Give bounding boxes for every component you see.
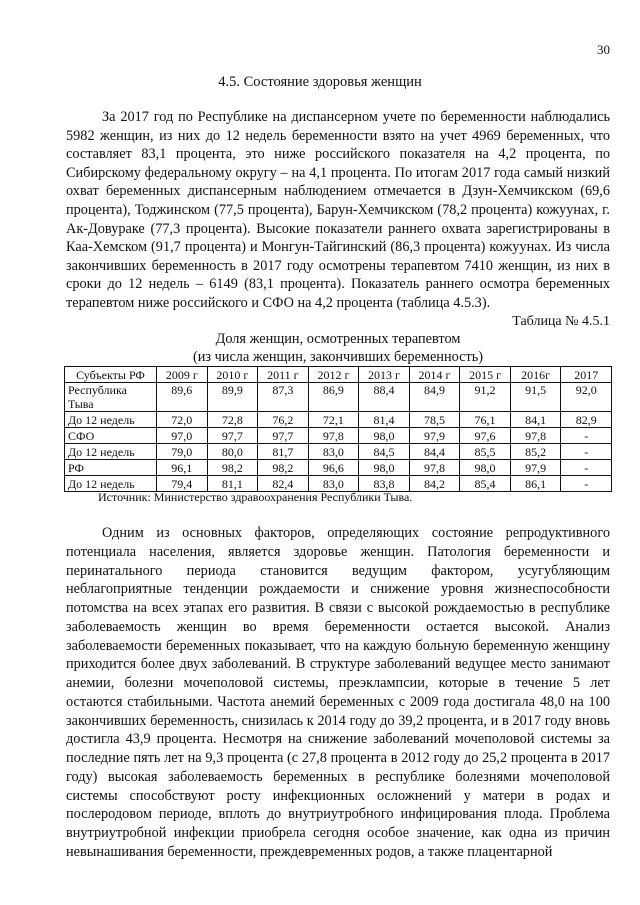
value-cell: 84,5 xyxy=(359,444,410,460)
header-cell: 2016г xyxy=(510,367,561,383)
table-row xyxy=(65,444,612,460)
value-cell: 79,0 xyxy=(157,444,208,460)
value-cell: 84,9 xyxy=(409,383,460,412)
table-source: Источник: Министерство здравоохранения Республики Тыва. xyxy=(98,490,413,504)
section-title: 4.5. Состояние здоровья женщин xyxy=(218,74,422,90)
header-cell: 2011 г xyxy=(258,367,309,383)
value-cell: 84,1 xyxy=(510,412,561,428)
value-cell: 97,8 xyxy=(308,428,359,444)
value-cell: 85,5 xyxy=(460,444,511,460)
value-cell: - xyxy=(561,476,612,492)
value-cell: 84,4 xyxy=(409,444,460,460)
value-cell: 97,6 xyxy=(460,428,511,444)
value-cell: 98,2 xyxy=(207,460,258,476)
value-cell: 91,2 xyxy=(460,383,511,412)
value-cell: 97,7 xyxy=(207,428,258,444)
value-cell: - xyxy=(561,444,612,460)
region-cell: РФ xyxy=(65,460,157,476)
table-row xyxy=(65,460,612,476)
header-cell: 2014 г xyxy=(409,367,460,383)
value-cell: - xyxy=(561,428,612,444)
value-cell: 88,4 xyxy=(359,383,410,412)
value-cell: 79,4 xyxy=(157,476,208,492)
value-cell: 98,2 xyxy=(258,460,309,476)
table-caption-line-1: Доля женщин, осмотренных терапевтом xyxy=(215,331,461,347)
region-cell: СФО xyxy=(65,428,157,444)
value-cell: 91,5 xyxy=(510,383,561,412)
value-cell: 72,0 xyxy=(157,412,208,428)
header-cell: 2012 г xyxy=(308,367,359,383)
value-cell: 76,1 xyxy=(460,412,511,428)
value-cell: 89,6 xyxy=(157,383,208,412)
value-cell: 84,2 xyxy=(409,476,460,492)
value-cell: 80,0 xyxy=(207,444,258,460)
table-caption-line-2: (из числа женщин, закончивших беременность) xyxy=(192,349,483,365)
value-cell: 72,1 xyxy=(308,412,359,428)
table-number-label: Таблица № 4.5.1 xyxy=(512,314,610,329)
value-cell: 86,9 xyxy=(308,383,359,412)
value-cell: 97,7 xyxy=(258,428,309,444)
table-row xyxy=(65,383,612,412)
value-cell: 83,0 xyxy=(308,444,359,460)
data-table xyxy=(64,366,612,492)
value-cell: 97,0 xyxy=(157,428,208,444)
region-cell: До 12 недель xyxy=(65,444,157,460)
value-cell: 85,2 xyxy=(510,444,561,460)
region-cell: До 12 недель xyxy=(65,476,157,492)
table-row xyxy=(65,412,612,428)
value-cell: 97,9 xyxy=(409,428,460,444)
value-cell: 78,5 xyxy=(409,412,460,428)
value-cell: 81,1 xyxy=(207,476,258,492)
value-cell: 86,1 xyxy=(510,476,561,492)
value-cell: 89,9 xyxy=(207,383,258,412)
page-number: 30 xyxy=(597,42,610,57)
value-cell: 83,8 xyxy=(359,476,410,492)
value-cell: 92,0 xyxy=(561,383,612,412)
value-cell: 98,0 xyxy=(359,428,410,444)
table-row xyxy=(65,428,612,444)
value-cell: 76,2 xyxy=(258,412,309,428)
value-cell: 85,4 xyxy=(460,476,511,492)
value-cell: 72,8 xyxy=(207,412,258,428)
value-cell: 97,8 xyxy=(409,460,460,476)
header-cell: 2017 xyxy=(561,367,612,383)
value-cell: 97,9 xyxy=(510,460,561,476)
header-cell: 2015 г xyxy=(460,367,511,383)
value-cell: 96,6 xyxy=(308,460,359,476)
value-cell: 87,3 xyxy=(258,383,309,412)
region-cell: Республика Тыва xyxy=(65,383,157,412)
value-cell: 96,1 xyxy=(157,460,208,476)
value-cell: 97,8 xyxy=(510,428,561,444)
value-cell: 81,7 xyxy=(258,444,309,460)
value-cell: - xyxy=(561,460,612,476)
value-cell: 82,4 xyxy=(258,476,309,492)
value-cell: 83,0 xyxy=(308,476,359,492)
value-cell: 98,0 xyxy=(460,460,511,476)
paragraph-2: Одним из основных факторов, определяющих состояние репродуктивного потенциала населения, является здоровье женщин. Патология беременности и перинатального периода становится ведущим фактором, усугубляющим неблагоприятные тенденции рождаемости и снижение уровня жизнеспособности потомства на всех этапах его развития. В связи с высокой рождаемостью в республике заболеваемость женщин во время беременности остается высокой. Анализ заболеваемости беременных показывает, что на каждую больную беременную женщину приходится более двух заболеваний. В структуре заболеваний ведущее место занимают анемии, болезни мочеполовой системы, преэклампсии, которые в течение 5 лет остаются стабильными. Частота анемий беременных с 2009 года достигала 48,0 на 100 закончивших беременность, снизилась к 2014 году до 39,2 процента, и в 2017 году вновь достигла 43,9 процента. Несмотря на снижение заболеваний мочеполовой системы за последние пять лет на 9,3 процента (с 27,8 процента в 2012 году до 25,2 процента в 2017 году) высокая заболеваемость беременных в республике болезнями мочеполовой системы способствуют росту инфекционных осложнений у матери в родах и послеродовом периоде, вплоть до внутриутробного инфицирования плода. Проблема внутриутробной инфекции приобрела сегодня особое значение, как одна из причин невынашивания беременности, преждевременных родов, а также плацентарной xyxy=(66,525,610,860)
paragraph-1: За 2017 год по Республике на диспансерном учете по беременности наблюдались 5982 женщин, из них до 12 недель беременности взято на учет 4969 беременных, что составляет 83,1 процента, это ниже российского показателя на 4,2 процента, по Сибирскому федеральному округу – на 4,1 процента. По итогам 2017 года самый низкий охват беременных диспансерным наблюдением отмечается в Дзун-Хемчикском (69,6 процента), Тоджинском (77,5 процента), Барун-Хемчикском (78,2 процента) кожуунах, г. Ак-Довураке (77,3 процента). Высокие показатели раннего охвата зарегистрированы в Каа-Хемском (91,7 процента) и Монгун-Тайгинский (86,3 процента) кожуунах. Из числа закончивших беременность в 2017 году осмотрены терапевтом 7410 женщин, из них в сроки до 12 недель – 6149 (83,1 процента). Показатель раннего осмотра беременных терапевтом ниже российского и СФО на 4,2 процента (таблица 4.5.3). xyxy=(66,109,610,311)
value-cell: 81,4 xyxy=(359,412,410,428)
value-cell: 98,0 xyxy=(359,460,410,476)
table-header-row xyxy=(65,367,612,383)
header-cell: Субъекты РФ xyxy=(65,367,157,383)
header-cell: 2010 г xyxy=(207,367,258,383)
header-cell: 2009 г xyxy=(157,367,208,383)
region-cell: До 12 недель xyxy=(65,412,157,428)
header-cell: 2013 г xyxy=(359,367,410,383)
value-cell: 82,9 xyxy=(561,412,612,428)
